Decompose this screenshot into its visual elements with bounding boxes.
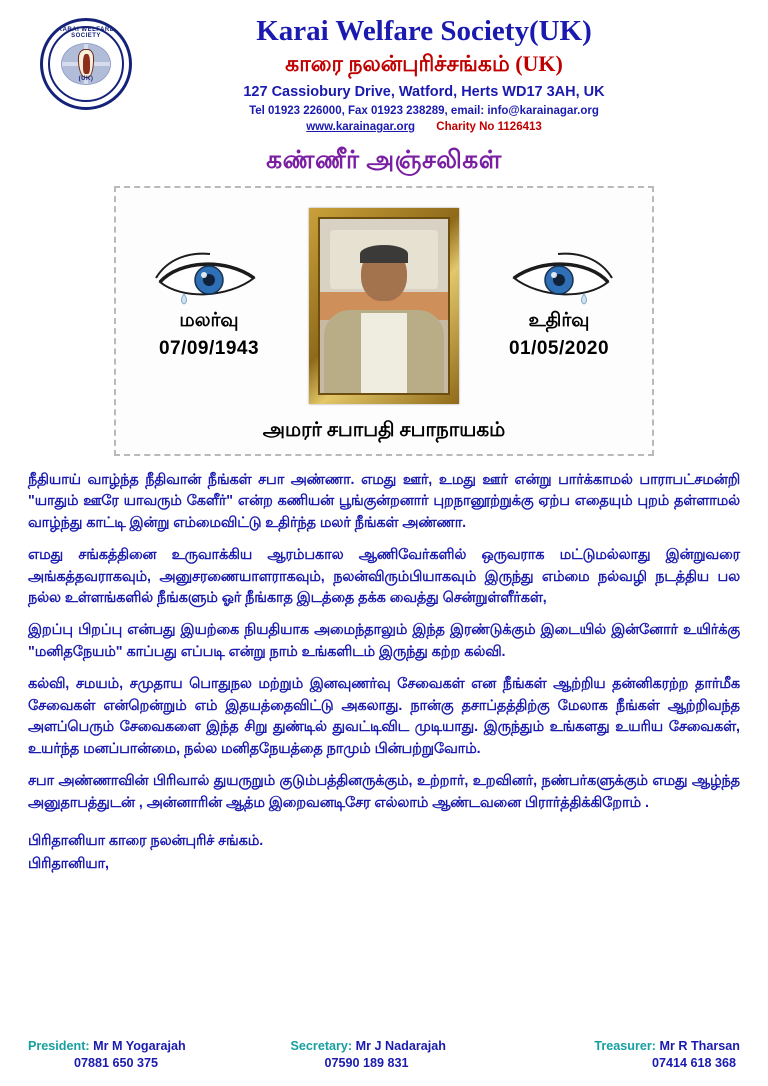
paragraph: சபா அண்ணாவின் பிரிவால் துயருறும் குடும்பத்தினருக்கும், உற்றார், உறவினர், நண்பர்களுக்கும் எமது ஆழ்ந்த அனுதாபத்துடன் , அன்னாரின் ஆத்ம இறைவனடிசேர எல்லாம் ஆண்டவனை பிரார்த்திக்கிறோம் . (28, 773, 740, 811)
birth-date: 07/09/1943 (158, 338, 260, 360)
president-phone: 07881 650 375 (74, 1056, 159, 1070)
org-contact: Tel 01923 226000, Fax 01923 238289, email: info@karainagar.org (249, 104, 599, 117)
org-address: 127 Cassiobury Drive, Watford, Herts WD17 3AH, UK (243, 83, 605, 100)
page-title: கண்ணீர் அஞ்சலிகள் (266, 146, 502, 174)
signoff-line: பிரிதானியா, (28, 855, 109, 872)
president-role-label: President: (28, 1039, 90, 1053)
secretary-phone: 07590 189 831 (324, 1056, 409, 1070)
death-date: 01/05/2020 (508, 338, 610, 360)
treasurer-role-label: Treasurer: (594, 1039, 656, 1053)
death-label: உதிர்வு (528, 310, 590, 332)
secretary-name: Mr J Nadarajah (355, 1039, 446, 1053)
document-header (28, 14, 740, 133)
footer-contact-treasurer (505, 1039, 740, 1070)
memorial-card-wrapper (28, 186, 740, 456)
charity-number: Charity No 1126413 (436, 120, 542, 133)
paragraph: எமது சங்கத்தினை உருவாக்கிய ஆரம்பகால ஆணிவேர்களில் ஒருவராக மட்டுமல்லாது இன்றுவரை அங்கத்தவராகவும், அனுசரணையாளராகவும், நலன்விரும்பியாகவும் இருந்து எம்மை நல்வழி நடத்திய பல நல்ல உள்ளங்களில் நீங்களும் ஓர் நீங்காத இடத்தை தக்க வைத்து சென்றுள்ளீர்கள், (28, 547, 740, 606)
logo (34, 14, 138, 110)
emblem-top-text: KARAI WELFARE SOCIETY (57, 27, 115, 39)
paragraph: இறப்பு பிறப்பு என்பது இயற்கை நியதியாக அமைந்தாலும் இந்த இரண்டுக்கும் இடையில் இன்னோர் உயிர்க்கு "மனிதநேயம்" காப்பது எப்படி என்று நாம் உங்களிடம் இருந்து கற்ற கல்வி. (28, 622, 740, 660)
tribute-body (28, 470, 740, 876)
org-website-link[interactable]: www.karainagar.org (306, 120, 416, 133)
emblem-bottom-text: (UK) (78, 76, 94, 82)
birth-label: மலர்வு (179, 310, 239, 332)
crying-eye-left-icon (154, 252, 264, 308)
society-emblem-icon (40, 18, 132, 110)
portrait-frame (309, 208, 459, 404)
death-block (484, 252, 634, 360)
paragraph: நீதியாய் வாழ்ந்த நீதிவான் நீங்கள் சபா அண்ணா. எமது ஊர், உமது ஊர் என்று பார்க்காமல் பாராபட்சமன்றி "யாதும் ஊரே யாவரும் கேளீர்" என்ற கணியன் பூங்குன்றனார் புறநானூற்றுக்கு ஏற்ப எதையும் புறம் தள்ளாமல் வாழ்ந்து காட்டி இன்று எம்மைவிட்டு உதிர்ந்த மலர் நீங்கள் அண்ணா. (28, 471, 740, 531)
org-name-tamil: காரை நலன்புரிச்சங்கம் (UK) (285, 51, 563, 77)
secretary-role-label: Secretary: (290, 1039, 353, 1053)
signoff (28, 830, 740, 876)
footer-contact-secretary (267, 1039, 502, 1070)
paragraph: கல்வி, சமயம், சமுதாய பொதுநல மற்றும் இனவுணர்வு சேவைகள் என நீங்கள் ஆற்றிய தன்னிகரற்ற தார்மீக சேவைகள் என்றென்றும் எம் இதயத்தைவிட்டு அகலாது. நான்கு தசாப்தத்திற்கு மேலாக நீங்கள் ஆற்றிவந்த அளப்பெரும் சேவைகளை இந்த சிறு துண்டில் துவட்டிவிட முடியாது. இருந்தும் உங்களது உயரிய சேவைகள், உயர்ந்த மனப்பான்மை, நல்ல மனிதநேயத்தை நாமும் பின்பற்றுவோம். (28, 676, 740, 757)
portrait-photo (318, 217, 450, 395)
document-footer (28, 1039, 740, 1070)
org-name-english: Karai Welfare Society(UK) (256, 15, 592, 47)
birth-block (134, 252, 284, 360)
memorial-card (114, 186, 654, 456)
deceased-name: அமரர் சபாபதி சபாநாயகம் (262, 418, 506, 441)
footer-contact-president (28, 1039, 263, 1070)
treasurer-phone: 07414 618 368 (651, 1056, 736, 1070)
treasurer-name: Mr R Tharsan (659, 1039, 740, 1053)
crying-eye-right-icon (504, 252, 614, 308)
president-name: Mr M Yogarajah (93, 1039, 186, 1053)
signoff-line: பிரிதானியா காரை நலன்புரிச் சங்கம். (28, 832, 264, 849)
